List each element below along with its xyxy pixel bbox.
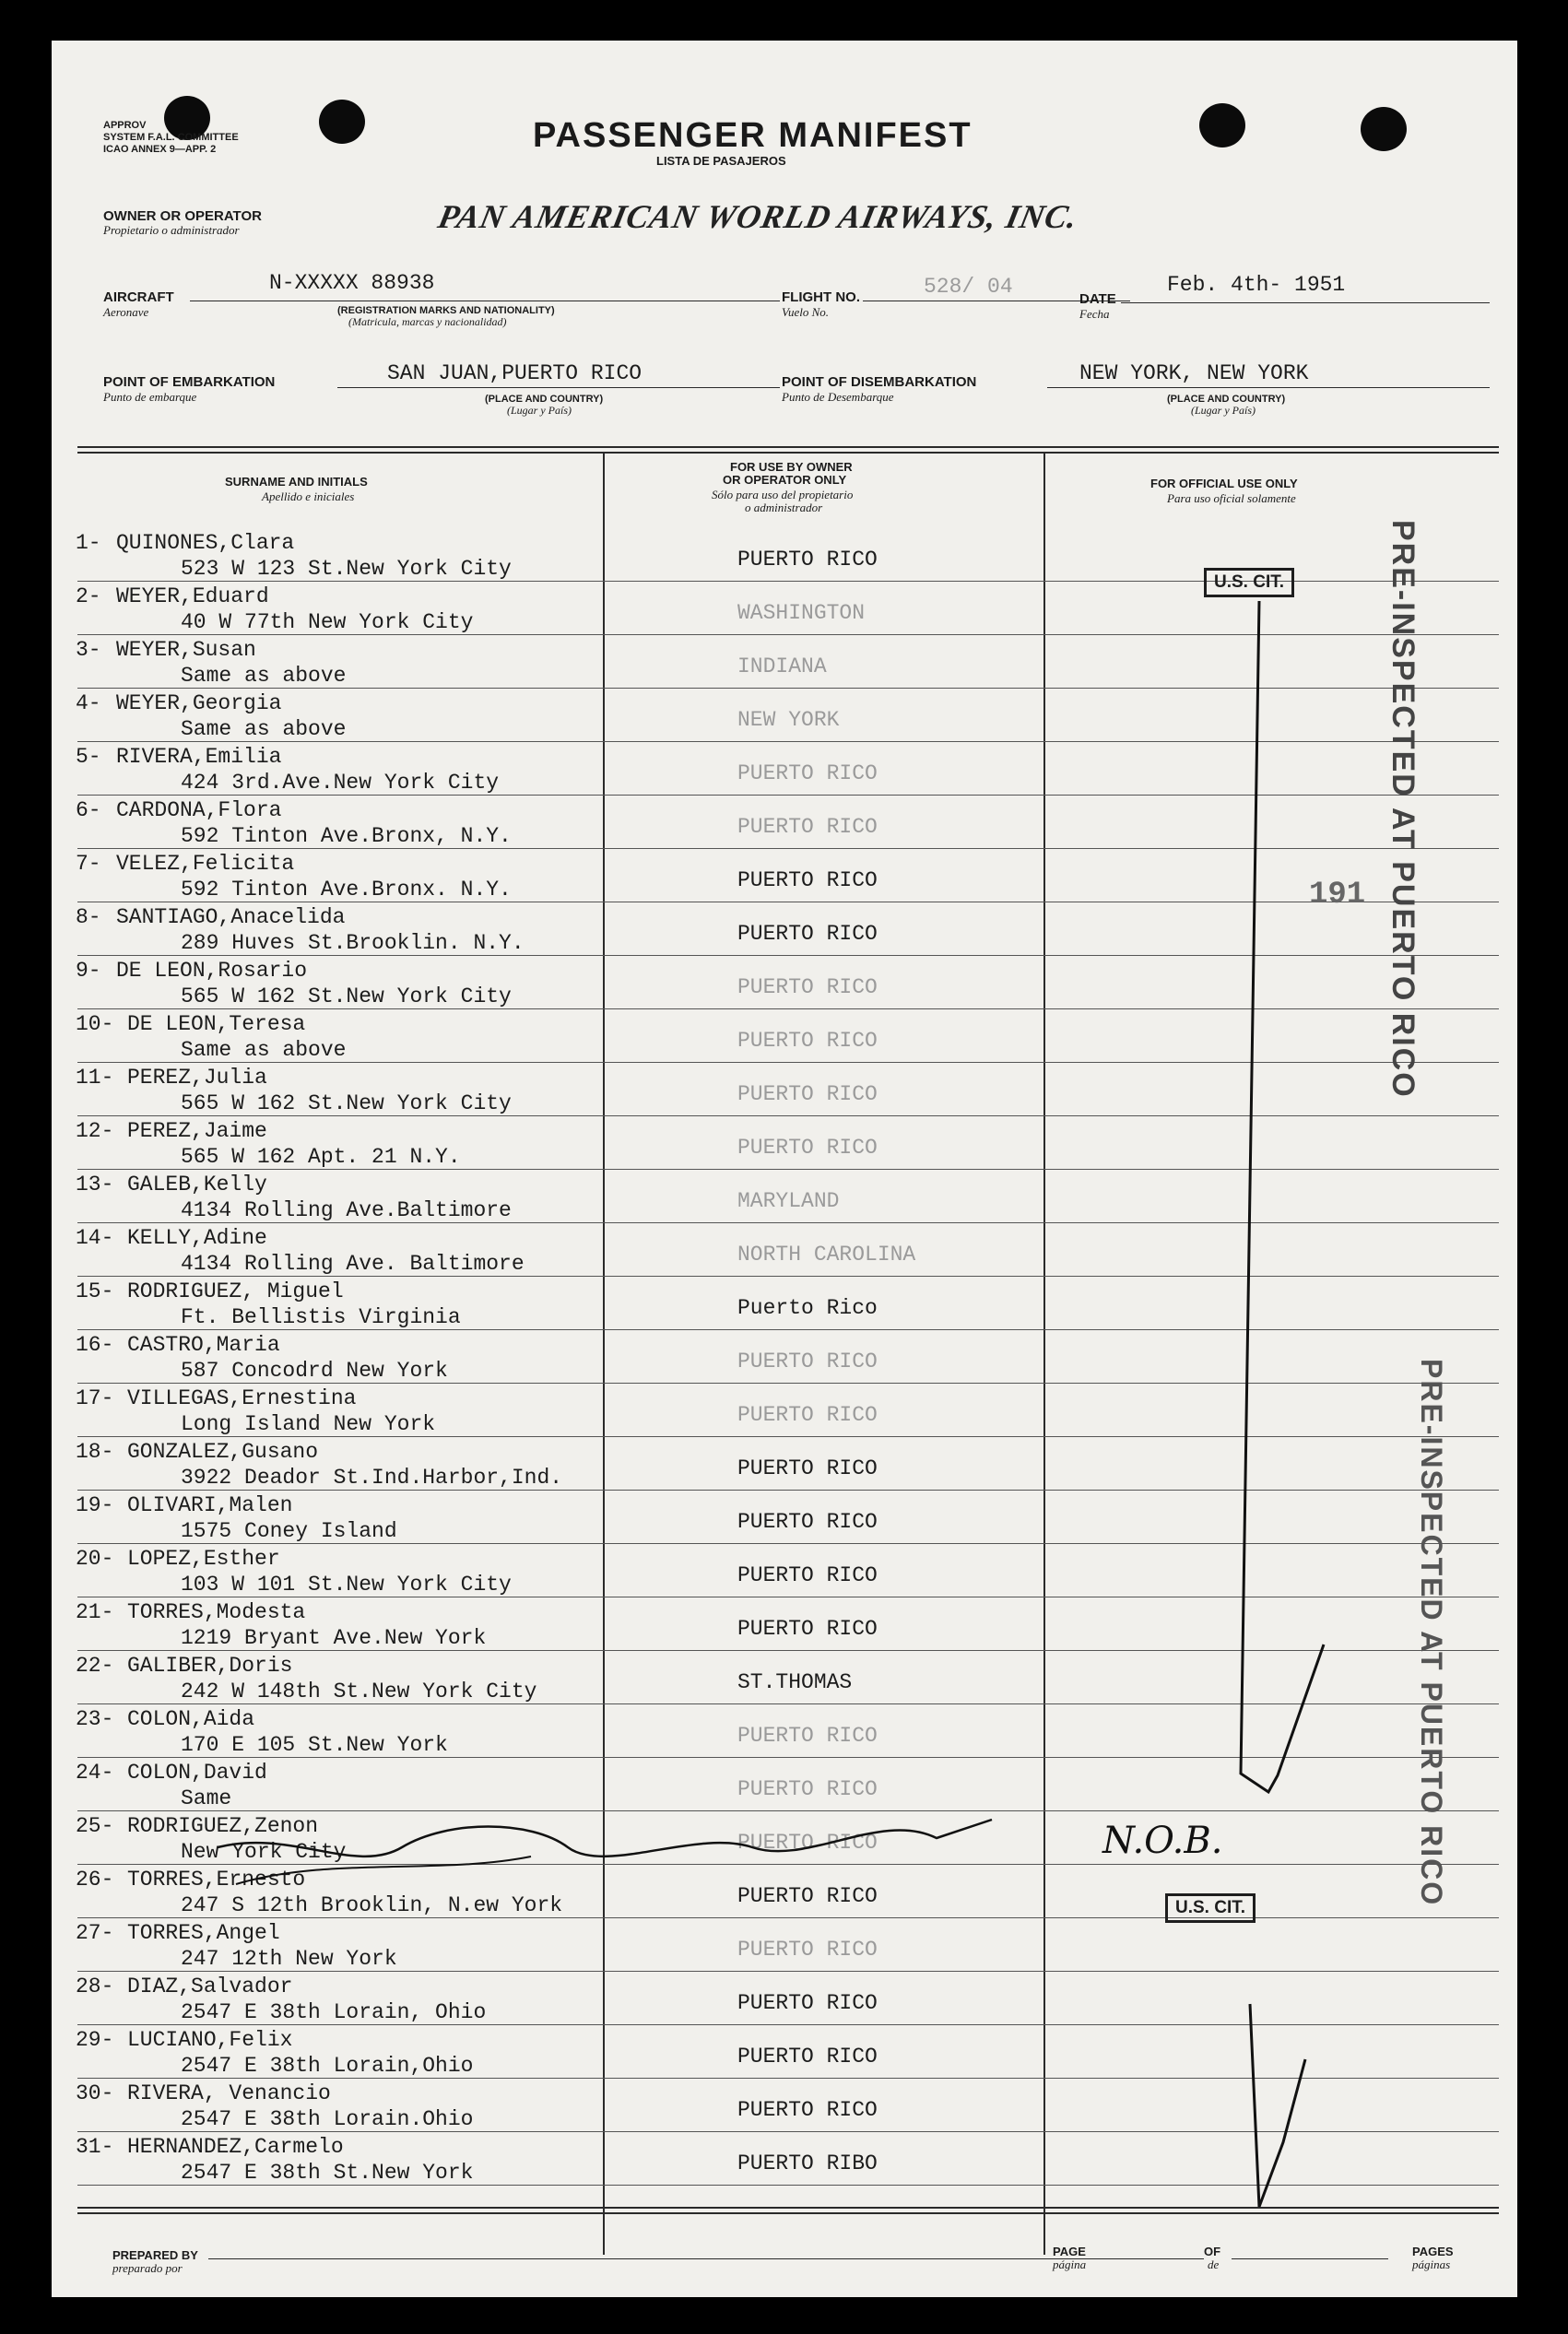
passenger-name: GONZALEZ,Gusano [127, 1440, 319, 1464]
passenger-address: Same [181, 1786, 232, 1810]
passenger-origin: PUERTO RICO [737, 1563, 878, 1587]
aircraft-note-es: (Matricula, marcas y nacionalidad) [348, 315, 507, 328]
ink-marks [52, 41, 1517, 2297]
passenger-number: 21- [76, 1600, 114, 1624]
passenger-address: 40 W 77th New York City [181, 610, 474, 634]
passenger-address: 592 Tinton Ave.Bronx, N.Y. [181, 824, 512, 848]
passenger-number: 4- [76, 691, 101, 715]
passenger-origin: PUERTO RICO [737, 1831, 878, 1855]
passenger-address: 247 S 12th Brooklin, N.ew York [181, 1893, 563, 1917]
passenger-origin: PUERTO RICO [737, 868, 878, 892]
passenger-address: 2547 E 38th St.New York [181, 2161, 474, 2185]
passenger-origin: PUERTO RICO [737, 922, 878, 946]
passenger-number: 28- [76, 1974, 114, 1998]
passenger-name: PEREZ,Julia [127, 1066, 267, 1090]
passenger-address: Same as above [181, 717, 347, 741]
passenger-number: 24- [76, 1761, 114, 1785]
embark-place-note-es: (Lugar y País) [507, 404, 572, 417]
passenger-name: RIVERA,Emilia [116, 745, 282, 769]
passenger-number: 3- [76, 638, 101, 662]
passenger-name: PEREZ,Jaime [127, 1119, 267, 1143]
passenger-number: 26- [76, 1868, 114, 1892]
embark-place-note: (PLACE AND COUNTRY) [485, 394, 604, 405]
flight-label-es: Vuelo No. [782, 305, 830, 319]
passenger-name: VILLEGAS,Ernestina [127, 1386, 357, 1410]
of-label: OF [1204, 2245, 1221, 2258]
passenger-number: 27- [76, 1921, 114, 1945]
col-header-surname: SURNAME AND INITIALS [225, 475, 368, 489]
flight-label: FLIGHT NO. [782, 289, 860, 305]
passenger-name: RODRIGUEZ,Zenon [127, 1814, 319, 1838]
preinspected-stamp: PRE-INSPECTED AT PUERTO RICO [1415, 1359, 1448, 1907]
passenger-number: 17- [76, 1386, 114, 1410]
embark-value: SAN JUAN,PUERTO RICO [387, 361, 643, 385]
passenger-origin: PUERTO RICO [737, 975, 878, 999]
passenger-origin: ST.THOMAS [737, 1670, 853, 1694]
passenger-number: 25- [76, 1814, 114, 1838]
passenger-origin: MARYLAND [737, 1189, 840, 1213]
aircraft-label-es: Aeronave [103, 305, 149, 319]
passenger-number: 2- [76, 584, 101, 608]
passenger-number: 30- [76, 2081, 114, 2105]
passenger-address: 565 W 162 St.New York City [181, 984, 512, 1008]
col-header-owner-a: FOR USE BY OWNER [730, 460, 853, 474]
passenger-name: GALIBER,Doris [127, 1654, 293, 1678]
passenger-origin: PUERTO RICO [737, 1938, 878, 1962]
year-stamp: 191 [1309, 878, 1366, 913]
passenger-address: 242 W 148th St.New York City [181, 1680, 537, 1703]
passenger-name: CASTRO,Maria [127, 1333, 280, 1357]
passenger-origin: INDIANA [737, 654, 827, 678]
passenger-name: DIAZ,Salvador [127, 1974, 293, 1998]
disembark-label: POINT OF DISEMBARKATION [782, 374, 977, 390]
preinspected-stamp: PRE-INSPECTED AT PUERTO RICO [1385, 520, 1421, 1099]
passenger-origin: PUERTO RICO [737, 1403, 878, 1427]
passenger-name: TORRES,Ernesto [127, 1868, 306, 1892]
passenger-origin: PUERTO RICO [737, 761, 878, 785]
passenger-name: COLON,Aida [127, 1707, 255, 1731]
passenger-name: DE LEON,Teresa [127, 1012, 306, 1036]
passenger-origin: PUERTO RICO [737, 1510, 878, 1534]
nob-annotation: N.O.B. [1102, 1820, 1223, 1862]
passenger-number: 22- [76, 1654, 114, 1678]
passenger-origin: PUERTO RICO [737, 1136, 878, 1160]
page-label-es: página [1053, 2257, 1087, 2271]
passenger-address: 103 W 101 St.New York City [181, 1573, 512, 1597]
passenger-address: 2547 E 38th Lorain.Ohio [181, 2107, 474, 2131]
passenger-address: 2547 E 38th Lorain, Ohio [181, 2000, 487, 2024]
passenger-number: 5- [76, 745, 101, 769]
page-subtitle: LISTA DE PASAJEROS [656, 154, 786, 168]
passenger-address: 592 Tinton Ave.Bronx. N.Y. [181, 878, 512, 902]
disembark-label-es: Punto de Desembarque [782, 390, 894, 404]
passenger-number: 23- [76, 1707, 114, 1731]
passenger-number: 20- [76, 1547, 114, 1571]
strike-through-mark [236, 1857, 531, 1884]
col-header-owner-es-b: o administrador [745, 501, 823, 514]
passenger-address: 170 E 105 St.New York [181, 1733, 448, 1757]
col-header-owner-b: OR OPERATOR ONLY [723, 473, 847, 487]
passenger-address: 4134 Rolling Ave. Baltimore [181, 1252, 525, 1276]
passenger-number: 11- [76, 1066, 114, 1090]
passenger-name: LOPEZ,Esther [127, 1547, 280, 1571]
passenger-origin: PUERTO RIBO [737, 2151, 878, 2175]
passenger-origin: PUERTO RICO [737, 2045, 878, 2069]
passenger-name: RODRIGUEZ, Miguel [127, 1279, 344, 1303]
passenger-name: DE LEON,Rosario [116, 959, 308, 983]
passenger-address: 587 Concodrd New York [181, 1359, 448, 1383]
passenger-address: Ft. Bellistis Virginia [181, 1305, 461, 1329]
prepared-label: PREPARED BY [112, 2248, 198, 2262]
manifest-sheet [52, 41, 1517, 2297]
passenger-origin: PUERTO RICO [737, 1456, 878, 1480]
passenger-number: 31- [76, 2135, 114, 2159]
disembark-place-note: (PLACE AND COUNTRY) [1167, 394, 1286, 405]
passenger-address: 3922 Deador St.Ind.Harbor,Ind. [181, 1466, 563, 1490]
passenger-number: 14- [76, 1226, 114, 1250]
approval-line: ICAO ANNEX 9—APP. 2 [103, 144, 217, 155]
passenger-number: 10- [76, 1012, 114, 1036]
pages-label-es: páginas [1412, 2257, 1451, 2271]
passenger-name: VELEZ,Felicita [116, 852, 295, 876]
passenger-number: 12- [76, 1119, 114, 1143]
col-header-owner-es-a: Sólo para uso del propietario [712, 488, 854, 501]
us-citizen-stamp: U.S. CIT. [1204, 568, 1294, 597]
passenger-address: 289 Huves St.Brooklin. N.Y. [181, 931, 525, 955]
passenger-name: HERNANDEZ,Carmelo [127, 2135, 344, 2159]
passenger-address: 247 12th New York [181, 1947, 397, 1971]
passenger-origin: PUERTO RICO [737, 1991, 878, 2015]
approval-line: APPROV [103, 120, 147, 131]
passenger-origin: PUERTO RICO [737, 2098, 878, 2122]
strike-through-mark [218, 1820, 992, 1857]
of-underline [1232, 2258, 1388, 2259]
passenger-origin: PUERTO RICO [737, 1350, 878, 1373]
passenger-name: SANTIAGO,Anacelida [116, 905, 346, 929]
prepared-underline [208, 2258, 1102, 2259]
passenger-number: 1- [76, 531, 101, 555]
embark-label: POINT OF EMBARKATION [103, 374, 276, 390]
passenger-origin: PUERTO RICO [737, 1777, 878, 1801]
date-value: Feb. 4th- 1951 [1167, 273, 1346, 297]
passenger-number: 6- [76, 798, 101, 822]
passenger-number: 8- [76, 905, 101, 929]
passenger-number: 15- [76, 1279, 114, 1303]
passenger-name: WEYER,Georgia [116, 691, 282, 715]
embark-label-es: Punto de embarque [103, 390, 197, 404]
prepared-label-es: preparado por [112, 2261, 183, 2275]
passenger-name: GALEB,Kelly [127, 1173, 267, 1196]
passenger-name: LUCIANO,Felix [127, 2028, 293, 2052]
passenger-name: QUINONES,Clara [116, 531, 295, 555]
passenger-name: TORRES,Modesta [127, 1600, 306, 1624]
passenger-origin: PUERTO RICO [737, 815, 878, 839]
passenger-address: Same as above [181, 664, 347, 688]
passenger-address: New York City [181, 1840, 347, 1864]
page-title: PASSENGER MANIFEST [533, 116, 973, 155]
approval-line: SYSTEM F.A.L. COMMITTEE [103, 132, 239, 143]
passenger-number: 7- [76, 852, 101, 876]
passenger-origin: Puerto Rico [737, 1296, 878, 1320]
col-header-surname-es: Apellido e iniciales [262, 489, 355, 503]
passenger-name: KELLY,Adine [127, 1226, 267, 1250]
passenger-number: 18- [76, 1440, 114, 1464]
aircraft-value: N-XXXXX 88938 [269, 271, 435, 295]
passenger-address: 4134 Rolling Ave.Baltimore [181, 1198, 512, 1222]
passenger-address: 1575 Coney Island [181, 1519, 397, 1543]
passenger-address: 424 3rd.Ave.New York City [181, 771, 500, 795]
owner-label-es: Propietario o administrador [103, 223, 240, 237]
passenger-origin: PUERTO RICO [737, 1617, 878, 1641]
passenger-origin: PUERTO RICO [737, 1884, 878, 1908]
us-citizen-stamp: U.S. CIT. [1165, 1893, 1256, 1923]
disembark-place-note-es: (Lugar y País) [1191, 404, 1256, 417]
passenger-name: WEYER,Eduard [116, 584, 269, 608]
col-header-official: FOR OFFICIAL USE ONLY [1150, 477, 1298, 490]
of-label-es: de [1208, 2257, 1220, 2271]
passenger-address: 565 W 162 St.New York City [181, 1091, 512, 1115]
passenger-name: RIVERA, Venancio [127, 2081, 331, 2105]
passenger-origin: WASHINGTON [737, 601, 866, 625]
passenger-name: COLON,David [127, 1761, 267, 1785]
passenger-origin: PUERTO RICO [737, 1724, 878, 1748]
passenger-origin: PUERTO RICO [737, 548, 878, 572]
pages-label: PAGES [1412, 2245, 1454, 2258]
passenger-address: 1219 Bryant Ave.New York [181, 1626, 487, 1650]
passenger-name: TORRES,Angel [127, 1921, 280, 1945]
page-label: PAGE [1053, 2245, 1086, 2258]
passenger-address: Same as above [181, 1038, 347, 1062]
passenger-name: WEYER,Susan [116, 638, 256, 662]
passenger-number: 13- [76, 1173, 114, 1196]
passenger-number: 19- [76, 1493, 114, 1517]
passenger-address: 565 W 162 Apt. 21 N.Y. [181, 1145, 461, 1169]
company-name: PAN AMERICAN WORLD AIRWAYS, INC. [434, 198, 1082, 235]
passenger-address: Long Island New York [181, 1412, 436, 1436]
check-mark [1241, 601, 1324, 1792]
passenger-address: 2547 E 38th Lorain,Ohio [181, 2054, 474, 2078]
disembark-value: NEW YORK, NEW YORK [1079, 361, 1309, 385]
passenger-origin: NEW YORK [737, 708, 840, 732]
passenger-name: CARDONA,Flora [116, 798, 282, 822]
flight-value: 528/ 04 [924, 275, 1013, 299]
col-header-official-es: Para uso oficial solamente [1167, 491, 1296, 505]
passenger-number: 16- [76, 1333, 114, 1357]
aircraft-label: AIRCRAFT [103, 289, 174, 305]
passenger-origin: PUERTO RICO [737, 1029, 878, 1053]
date-label-es: Fecha [1079, 307, 1110, 321]
check-mark [1250, 2004, 1305, 2207]
passenger-origin: NORTH CAROLINA [737, 1243, 916, 1267]
date-label: DATE [1079, 291, 1116, 307]
page-underline [1102, 2258, 1204, 2259]
aircraft-note: (REGISTRATION MARKS AND NATIONALITY) [337, 305, 555, 316]
passenger-number: 9- [76, 959, 101, 983]
passenger-origin: PUERTO RICO [737, 1082, 878, 1106]
passenger-name: OLIVARI,Malen [127, 1493, 293, 1517]
passenger-number: 29- [76, 2028, 114, 2052]
owner-label: OWNER OR OPERATOR [103, 208, 262, 224]
passenger-address: 523 W 123 St.New York City [181, 557, 512, 581]
